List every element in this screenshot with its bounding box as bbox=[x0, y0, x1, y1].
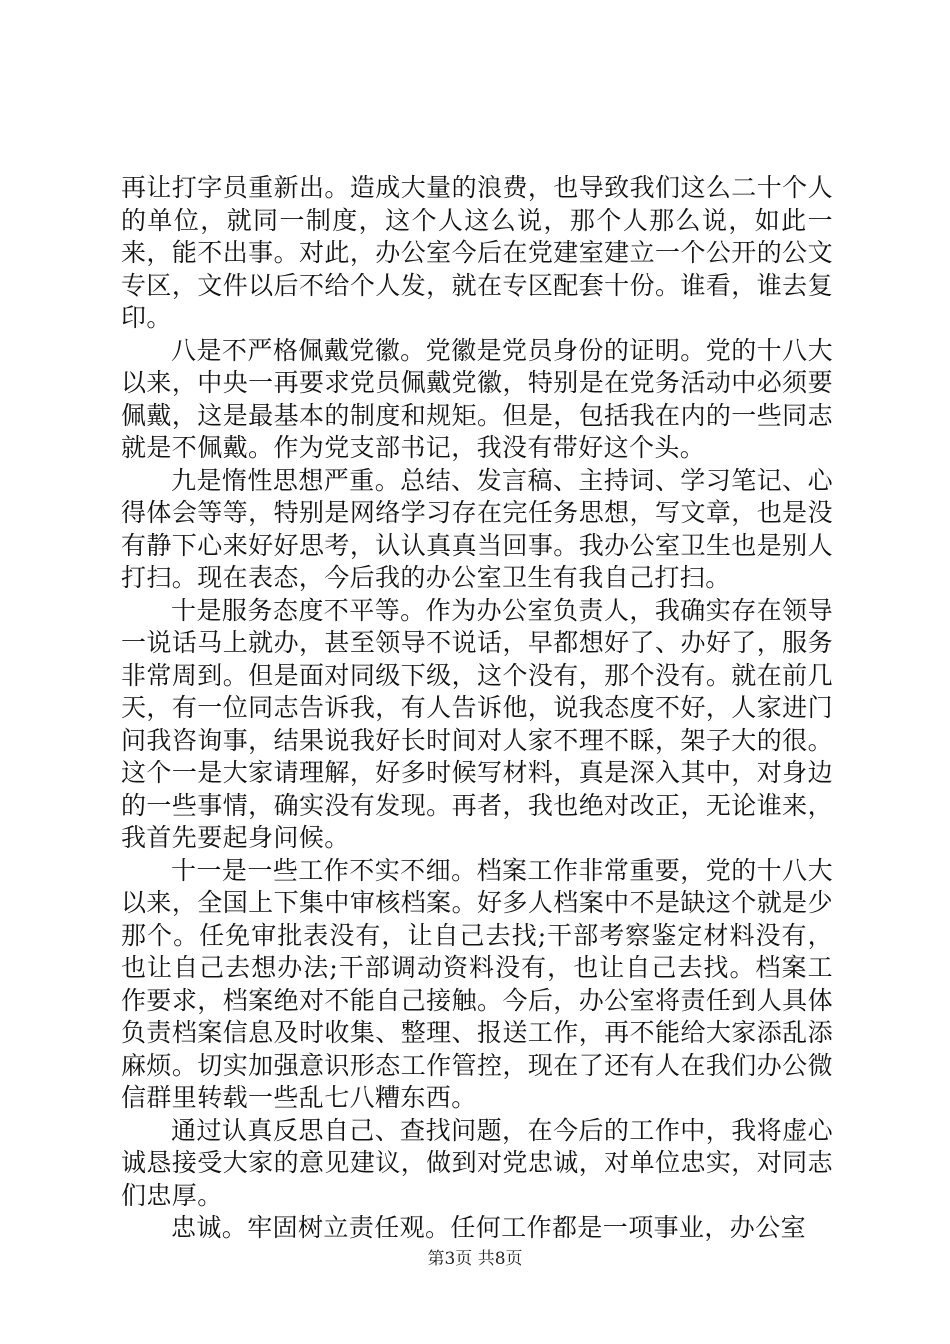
paragraph: 八是不严格佩戴党徽。党徽是党员身份的证明。党的十八大以来，中央一再要求党员佩戴党徽，特别是在党务活动中必须要佩戴，这是最基本的制度和规矩。但是，包括我在内的一些同志就是不佩戴。作为党支部书记，我没有带好这个头。 bbox=[121, 335, 833, 462]
paragraph: 十一是一些工作不实不细。档案工作非常重要，党的十八大以来，全国上下集中审核档案。好多人档案中不是缺这个就是少那个。任免审批表没有，让自己去找;干部考察鉴定材料没有，也让自己去想办法;干部调动资料没有，也让自己去找。档案工作要求，档案绝对不能自己接触。今后，办公室将责任到人具体负责档案信息及时收集、整理、报送工作，再不能给大家添乱添麻烦。切实加强意识形态工作管控，现在了还有人在我们办公微信群里转载一些乱七八糟东西。 bbox=[121, 855, 833, 1112]
paragraph: 通过认真反思自己、查找问题，在今后的工作中，我将虚心诚恳接受大家的意见建议，做到对党忠诚，对单位忠实，对同志们忠厚。 bbox=[121, 1115, 833, 1210]
page-number-footer: 第3页 共8页 bbox=[427, 1249, 523, 1269]
paragraph: 九是惰性思想严重。总结、发言稿、主持词、学习笔记、心得体会等等，特别是网络学习存在完任务思想，写文章，也是没有静下心来好好思考，认认真真当回事。我办公室卫生也是别人打扫。现在表态，今后我的办公室卫生有我自己打扫。 bbox=[121, 465, 833, 592]
paragraph: 再让打字员重新出。造成大量的浪费，也导致我们这么二十个人的单位，就同一制度，这个人这么说，那个人那么说，如此一来，能不出事。对此，办公室今后在党建室建立一个公开的公文专区，文件以后不给个人发，就在专区配套十份。谁看，谁去复印。 bbox=[121, 173, 833, 332]
document-body bbox=[121, 172, 833, 1245]
paragraph: 十是服务态度不平等。作为办公室负责人，我确实存在领导一说话马上就办，甚至领导不说话，早都想好了、办好了，服务非常周到。但是面对同级下级，这个没有，那个没有。就在前几天，有一位同志告诉我，有人告诉他，说我态度不好，人家进门问我咨询事，结果说我好长时间对人家不理不睬，架子大的很。这个一是大家请理解，好多时候写材料，真是深入其中，对身边的一些事情，确实没有发现。再者，我也绝对改正，无论谁来，我首先要起身问候。 bbox=[121, 595, 833, 852]
paragraph: 忠诚。牢固树立责任观。任何工作都是一项事业，办公室 bbox=[171, 1213, 807, 1242]
